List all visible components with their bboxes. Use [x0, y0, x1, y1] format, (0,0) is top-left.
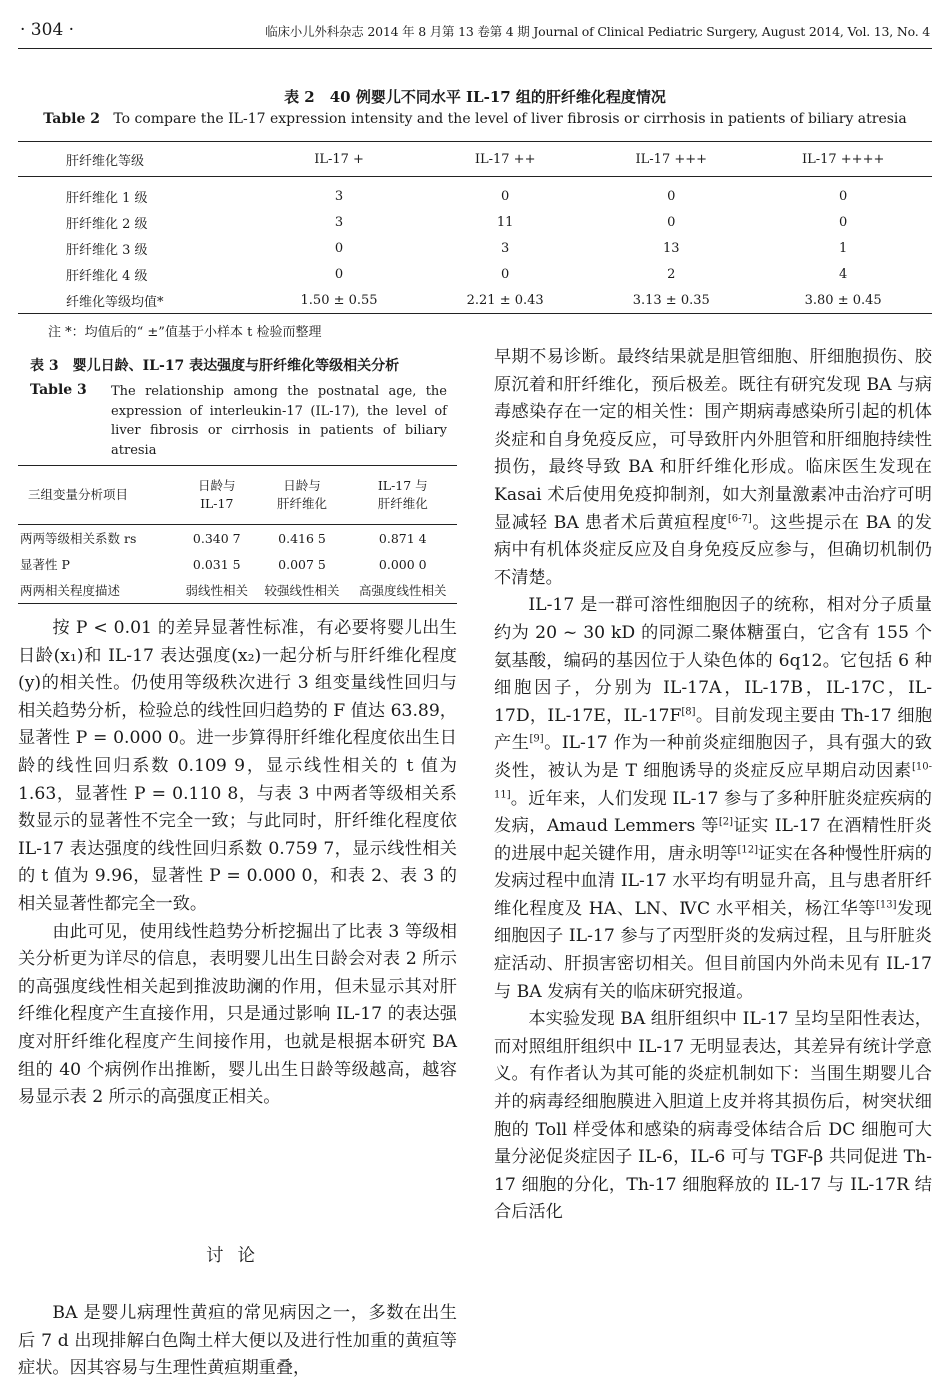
table3-header-row: 三组变量分析项目 日龄与 IL-17 日龄与 肝纤维化 IL-17 与 肝纤维化 — [18, 466, 457, 525]
table2-note: 注 *：均值后的“ ±”值基于小样本 t 检验而整理 — [48, 325, 322, 340]
table-row: 两两等级相关系数 rs 0.340 7 0.416 5 0.871 4 — [20, 530, 427, 546]
table-row: 两两相关程度描述 弱线性相关 较强线性相关 高强度线性相关 — [18, 577, 457, 604]
page-header — [20, 18, 930, 44]
paragraph: IL-17 是一群可溶性细胞因子的统称，相对分子质量约为 20 ~ 30 kD 的同源二聚体糖蛋白，它含有 155 个氨基酸，编码的基因位于人染色体的 6q12。它包括 6 种细胞因子，分别为 IL-17A，IL-17B，IL-17C，IL-17D，IL-17E，IL-17F[8]。目前发现主要由 Th-17 细胞产生[9]。IL-17 作为一种前炎症细胞因子，具有强大的致炎性，被认为是 T 细胞诱导的炎症反应早期启动因素[10-11]。近年来，人们发现 IL-17 参与了多种肝脏炎症疾病的发病，Amaud Lemmers 等[2]证实 IL-17 在酒精性肝炎的进展中起关键作用，唐永明等[12]证实在各种慢性肝病的发病过程中血清 IL-17 水平均有明显升高，且与患者肝纤维化程度及 HA、LN、ⅣC 水平相关，杨江华等[13]发现细胞因子 IL-17 参与了丙型肝炎的发病过程，且与肝脏炎症活动、肝损害密切相关。但目前国内外尚未见有 IL-17 与 BA 发病有关的临床研究报道。 — [494, 595, 933, 1002]
table-row: 肝纤维化 3 级 0 3 13 1 — [66, 240, 848, 258]
table-row: 显著性 P 0.031 5 0.007 5 0.000 0 — [20, 556, 427, 572]
table3 — [18, 465, 457, 604]
journal-info: 临床小儿外科杂志 2014 年 8 月第 13 卷第 4 期 Journal of Clinical Pediatric Surgery, August 2014, Vol. 13, No. 4 — [265, 24, 930, 39]
table2-caption-cn: 表 2 40 例婴儿不同水平 IL-17 组的肝纤维化程度情况 — [284, 88, 666, 106]
paragraph: BA 是婴儿病理性黄疸的常见病因之一，多数在出生后 7 d 出现排解白色陶土样大便以及进行性加重的黄疸等症状。因其容易与生理性黄疸期重叠， — [18, 1303, 457, 1379]
table2-header-cell: IL-17 ++++ — [754, 142, 932, 177]
paragraph: 由此可见，使用线性趋势分析挖掘出了比表 3 等级相关分析更为详尽的信息，表明婴儿出生日龄会对表 2 所示的高强度线性相关起到推波助澜的作用，但未显示其对肝纤维化程度产生直接作用，只是通过影响 IL-17 的表达强度对肝纤维化程度产生间接作用，也就是根据本研究 BA 组的 40 个病例作出推断，婴儿出生日龄等级越高，越容易显示表 2 所示的高强度正相关。 — [18, 921, 457, 1108]
table-row: 肝纤维化 4 级 0 0 2 4 — [66, 266, 848, 284]
table-row: 纤维化等级均值* 1.50 ± 0.55 2.21 ± 0.43 3.13 ± 0.35 3.80 ± 0.45 — [18, 287, 932, 314]
citation: [8] — [681, 705, 696, 717]
table2-header-cell: IL-17 +++ — [588, 142, 754, 177]
table2-caption-en: Table 2 To compare the IL-17 expression intensity and the level of liver fibrosis or cirrhosis in patients of biliary atresia — [43, 111, 907, 127]
table2-header-cell: IL-17 + — [256, 142, 422, 177]
citation: [6-7] — [727, 512, 752, 524]
table3-caption-cn: 表 3 婴儿日龄、IL-17 表达强度与肝纤维化等级相关分析 — [30, 358, 400, 374]
paragraph: 按 P < 0.01 的差异显著性标准，有必要将婴儿出生日龄(x₁)和 IL-17 表达强度(x₂)一起分析与肝纤维化程度(y)的相关性。仍使用等级秩次进行 3 组变量线性回归与相关趋势分析，检验总的线性回归趋势的 F 值达 63.89，显著性 P = 0.000 0。进一步算得肝纤维化程度依出生日龄的线性回归系数 0.109 9，显示线性相关的 t 值为 1.63，显著性 P = 0.110 8，与表 3 中两者等级相关系数显示的显著性不完全一致；与此同时，肝纤维化程度依 IL-17 表达强度的线性回归系数 0.759 7，显示线性相关的 t 值为 9.96，显著性 P = 0.000 0，和表 2、表 3 的相关显著性都完全一致。 — [18, 618, 457, 914]
right-column-text — [494, 344, 932, 1227]
left-column-text — [18, 615, 457, 1112]
citation: [13] — [875, 899, 897, 911]
citation: [2] — [718, 816, 734, 828]
citation: [10-11] — [494, 761, 932, 800]
page-number: · 304 · — [20, 20, 75, 40]
header-rule — [18, 48, 932, 49]
table2-header-cell: 肝纤维化等级 — [18, 142, 256, 177]
paragraph: 本实验发现 BA 组肝组织中 IL-17 呈均呈阳性表达，而对照组肝组织中 IL-17 无明显表达，其差异有统计学意义。有作者认为其可能的炎症机制如下：当围生期婴儿合并的病毒经细胞膜进入胆道上皮并将其损伤后，树突状细胞的 Toll 样受体和感染的病毒受体结合后 DC 细胞可大量分泌促炎症因子 IL-6，IL-6 可与 TGF-β 共同促进 Th-17 细胞的分化，Th-17 细胞释放的 IL-17 与 IL-17R 结合后活化 — [494, 1009, 932, 1223]
citation: [12] — [737, 843, 759, 855]
table2-header-row — [18, 142, 932, 177]
table-row: 肝纤维化 1 级 3 0 0 0 — [66, 188, 848, 206]
paragraph: 早期不易诊断。最终结果就是胆管细胞、肝细胞损伤、胶原沉着和肝纤维化，预后极差。既往有研究发现 BA 与病毒感染存在一定的相关性：围产期病毒感染所引起的机体炎症和自身免疫反应，可导致肝内外胆管和肝细胞持续性损伤，最终导致 BA 和肝纤维化形成。临床医生发现在 Kasai 术后使用免疫抑制剂，如大剂量激素冲击治疗可明显减轻 BA 患者术后黄疸程度[6-7]。这些提示在 BA 的发病中有机体炎症反应及自身免疫反应参与，但确切机制仍不清楚。 — [494, 347, 932, 588]
section-heading: 讨论 — [206, 1246, 269, 1266]
citation: [9] — [529, 733, 544, 745]
table2-header-cell: IL-17 ++ — [422, 142, 588, 177]
left-column-text-2 — [18, 1300, 457, 1383]
table-row: 肝纤维化 2 级 3 11 0 0 — [66, 214, 848, 232]
table2 — [18, 141, 932, 314]
